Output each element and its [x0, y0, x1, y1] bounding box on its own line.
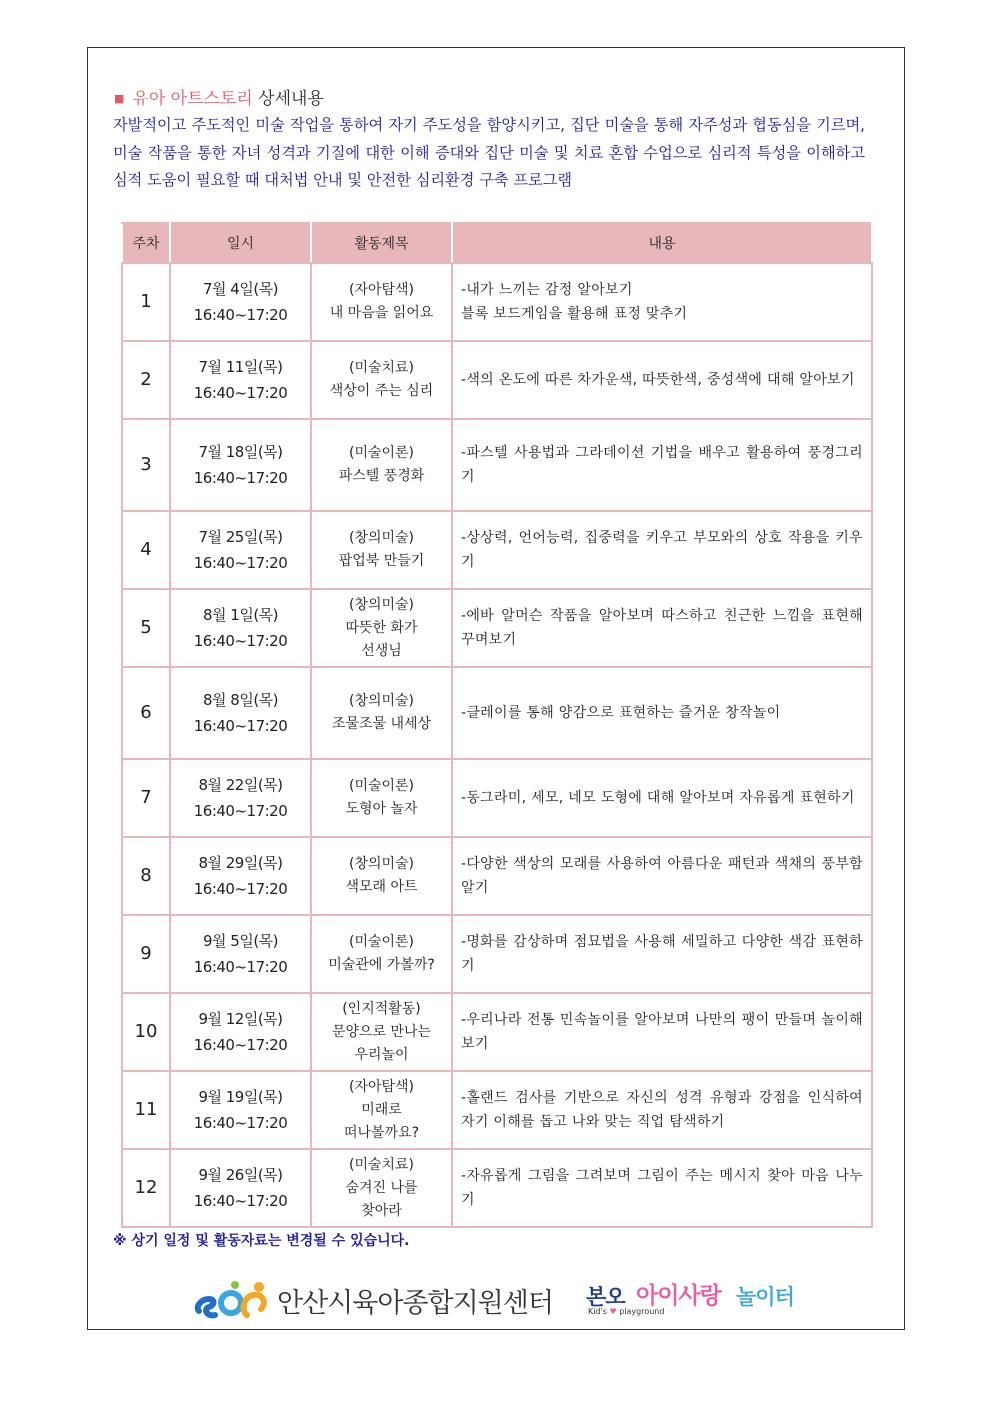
playground-logo [586, 1277, 811, 1321]
week-number: 4 [122, 511, 170, 589]
activity-title [311, 511, 452, 589]
heart-icon: ♥ [609, 1307, 617, 1316]
activity-category: (미술치료) [348, 360, 415, 376]
table-row [122, 993, 872, 1071]
session-time: 16:40~17:20 [193, 554, 288, 572]
activity-content [452, 759, 872, 837]
activity-title [311, 667, 452, 759]
content-line: -파스텔 사용법과 그라데이션 기법을 배우고 활용하여 풍경그리기 [461, 445, 863, 485]
week-number: 3 [122, 419, 170, 511]
schedule-body [122, 263, 872, 1227]
program-description: 자발적이고 주도적인 미술 작업을 통하여 자기 주도성을 함양시키고, 집단 미술을 통해 자주성과 협동심을 기르며, 미술 작품을 통한 자녀 성격과 기질에 대한 이해 증대와 집단 미술 및 치료 혼합 수업으로 심리적 특성을 이해하고 심적 도움이 필요할 때 대처법 안내 및 안전한 심리환경 구축 프로그램 [113, 116, 865, 189]
session-time: 16:40~17:20 [193, 958, 288, 976]
content-line: -자유롭게 그림을 그려보며 그림이 주는 메시지 찾아 마음 나누기 [461, 1168, 863, 1208]
activity-category: (미술이론) [348, 934, 415, 950]
section-heading [114, 84, 324, 109]
session-time: 16:40~17:20 [193, 1036, 288, 1054]
activity-title-line: 팝업북 만들기 [338, 553, 425, 569]
tagline-left: Kid's [588, 1307, 607, 1316]
session-datetime [170, 1071, 311, 1149]
session-time: 16:40~17:20 [193, 717, 288, 735]
session-date: 8월 22일(목) [198, 776, 283, 794]
week-number: 11 [122, 1071, 170, 1149]
activity-title-line: 도형아 놀자 [345, 801, 418, 817]
activity-category: (미술이론) [348, 778, 415, 794]
activity-category: (자아탐색) [348, 282, 415, 298]
week-number: 9 [122, 915, 170, 993]
activity-title-line: 선생님 [361, 642, 402, 659]
activity-content [452, 667, 872, 759]
activity-category: (창의미술) [348, 693, 415, 709]
activity-content [452, 915, 872, 993]
session-date: 8월 29일(목) [198, 854, 283, 872]
session-time: 16:40~17:20 [193, 802, 288, 820]
week-number: 7 [122, 759, 170, 837]
table-row [122, 419, 872, 511]
content-line: -다양한 색상의 모래를 사용하여 아름다운 패턴과 색채의 풍부함 알기 [461, 856, 863, 896]
activity-content [452, 1149, 872, 1227]
activity-title-line: 따뜻한 화가 [345, 619, 418, 636]
week-number: 10 [122, 993, 170, 1071]
activity-title [311, 837, 452, 915]
session-datetime [170, 759, 311, 837]
week-number: 12 [122, 1149, 170, 1227]
week-number: 5 [122, 589, 170, 667]
session-datetime [170, 667, 311, 759]
activity-content [452, 1071, 872, 1149]
activity-title-line: 색모래 아트 [345, 879, 418, 895]
activity-category: (인지적활동) [342, 1000, 421, 1017]
col-header-date: 일시 [170, 223, 311, 263]
activity-title-line: 우리놀이 [354, 1046, 409, 1063]
activity-content [452, 511, 872, 589]
session-datetime [170, 419, 311, 511]
content-line: -내가 느끼는 감정 알아보기 [461, 282, 633, 298]
session-time: 16:40~17:20 [193, 306, 288, 324]
session-time: 16:40~17:20 [193, 384, 288, 402]
table-row [122, 667, 872, 759]
change-notice: ※ 상기 일정 및 활동자료는 변경될 수 있습니다. [113, 1233, 410, 1249]
table-row [122, 1071, 872, 1149]
child-figure-logo-icon [193, 1277, 273, 1321]
activity-title [311, 1071, 452, 1149]
session-date: 7월 4일(목) [202, 280, 279, 298]
content-line: -상상력, 언어능력, 집중력을 키우고 부모와의 상호 작용을 키우기 [461, 530, 863, 570]
activity-title [311, 263, 452, 341]
schedule-table [121, 222, 873, 1228]
activity-category: (창의미술) [348, 856, 415, 872]
session-time: 16:40~17:20 [193, 469, 288, 487]
activity-title [311, 759, 452, 837]
activity-title-line: 파스텔 풍경화 [338, 468, 425, 484]
activity-title-line: 미술관에 가볼까? [328, 957, 435, 973]
content-line: -명화를 감상하며 점묘법을 사용해 세밀하고 다양한 색감 표현하기 [461, 934, 863, 974]
activity-title-line: 떠나볼까요? [343, 1124, 420, 1141]
activity-content [452, 993, 872, 1071]
activity-title-line: 찾아라 [361, 1202, 402, 1219]
table-row [122, 589, 872, 667]
activity-title-line: 숨겨진 나를 [345, 1179, 418, 1196]
session-date: 9월 19일(목) [198, 1088, 283, 1106]
activity-content [452, 341, 872, 419]
session-time: 16:40~17:20 [193, 1192, 288, 1210]
content-line: -동그라미, 세모, 네모 도형에 대해 알아보며 자유롭게 표현하기 [461, 790, 855, 806]
session-time: 16:40~17:20 [193, 1114, 288, 1132]
session-date: 8월 1일(목) [202, 606, 279, 624]
session-datetime [170, 263, 311, 341]
session-date: 9월 26일(목) [198, 1166, 283, 1184]
session-date: 7월 25일(목) [198, 528, 283, 546]
session-datetime [170, 993, 311, 1071]
session-datetime [170, 837, 311, 915]
session-date: 9월 5일(목) [202, 932, 279, 950]
activity-title-line: 색상이 주는 심리 [329, 383, 434, 399]
activity-title-line: 조물조물 내세상 [331, 716, 432, 732]
content-line: 블록 보드게임을 활용해 표정 맞추기 [461, 306, 688, 322]
playground-tagline [588, 1307, 664, 1316]
content-line: -클레이를 통해 양감으로 표현하는 즐거운 창작놀이 [461, 705, 781, 721]
activity-content [452, 589, 872, 667]
program-name: 유아 아트스토리 [132, 89, 253, 109]
playground-word-2: 아이사랑 [636, 1283, 721, 1309]
session-datetime [170, 589, 311, 667]
table-row [122, 263, 872, 341]
activity-title [311, 993, 452, 1071]
tagline-right: playground [619, 1307, 665, 1316]
activity-content [452, 419, 872, 511]
content-line: -에바 알머슨 작품을 알아보며 따스하고 친근한 느낌을 표현해 꾸며보기 [461, 608, 863, 648]
center-name: 안산시육아종합지원센터 [277, 1288, 553, 1319]
playground-word-1: 본오 [586, 1285, 625, 1309]
table-row [122, 511, 872, 589]
table-header-row [122, 223, 872, 263]
session-date: 7월 18일(목) [198, 443, 283, 461]
playground-word-3: 놀이터 [736, 1285, 794, 1309]
session-datetime [170, 1149, 311, 1227]
activity-title [311, 589, 452, 667]
activity-category: (미술이론) [348, 445, 415, 461]
activity-category: (창의미술) [348, 596, 415, 613]
content-line: -우리나라 전통 민속놀이를 알아보며 나만의 팽이 만들며 놀이해보기 [461, 1012, 863, 1052]
table-row [122, 759, 872, 837]
activity-category: (자아탐색) [348, 1078, 415, 1095]
activity-category: (창의미술) [348, 530, 415, 546]
col-header-title: 활동제목 [311, 223, 452, 263]
content-line: -색의 온도에 따른 차가운색, 따뜻한색, 중성색에 대해 알아보기 [461, 372, 855, 388]
table-row [122, 915, 872, 993]
session-date: 9월 12일(목) [198, 1010, 283, 1028]
session-datetime [170, 511, 311, 589]
week-number: 2 [122, 341, 170, 419]
session-datetime [170, 341, 311, 419]
session-date: 7월 11일(목) [198, 358, 283, 376]
table-row [122, 837, 872, 915]
activity-title [311, 1149, 452, 1227]
activity-title [311, 341, 452, 419]
table-row [122, 341, 872, 419]
activity-category: (미술치료) [348, 1156, 415, 1173]
week-number: 6 [122, 667, 170, 759]
session-time: 16:40~17:20 [193, 880, 288, 898]
square-bullet-icon: ■ [114, 92, 125, 105]
activity-title [311, 419, 452, 511]
session-date: 8월 8일(목) [202, 691, 279, 709]
table-row [122, 1149, 872, 1227]
content-line: -홀랜드 검사를 기반으로 자신의 성격 유형과 강점을 인식하여 자기 이해를 돕고 나와 맞는 직업 탐색하기 [461, 1090, 863, 1130]
session-datetime [170, 915, 311, 993]
activity-title-line: 문양으로 만나는 [331, 1023, 432, 1040]
footer-logos [193, 1275, 813, 1325]
activity-title-line: 내 마음을 읽어요 [329, 305, 434, 321]
week-number: 8 [122, 837, 170, 915]
activity-content [452, 837, 872, 915]
activity-title-line: 미래로 [361, 1101, 402, 1118]
session-time: 16:40~17:20 [193, 632, 288, 650]
activity-content [452, 263, 872, 341]
heading-suffix: 상세내용 [252, 89, 324, 109]
activity-title [311, 915, 452, 993]
week-number: 1 [122, 263, 170, 341]
col-header-week: 주차 [122, 223, 170, 263]
col-header-content: 내용 [452, 223, 872, 263]
